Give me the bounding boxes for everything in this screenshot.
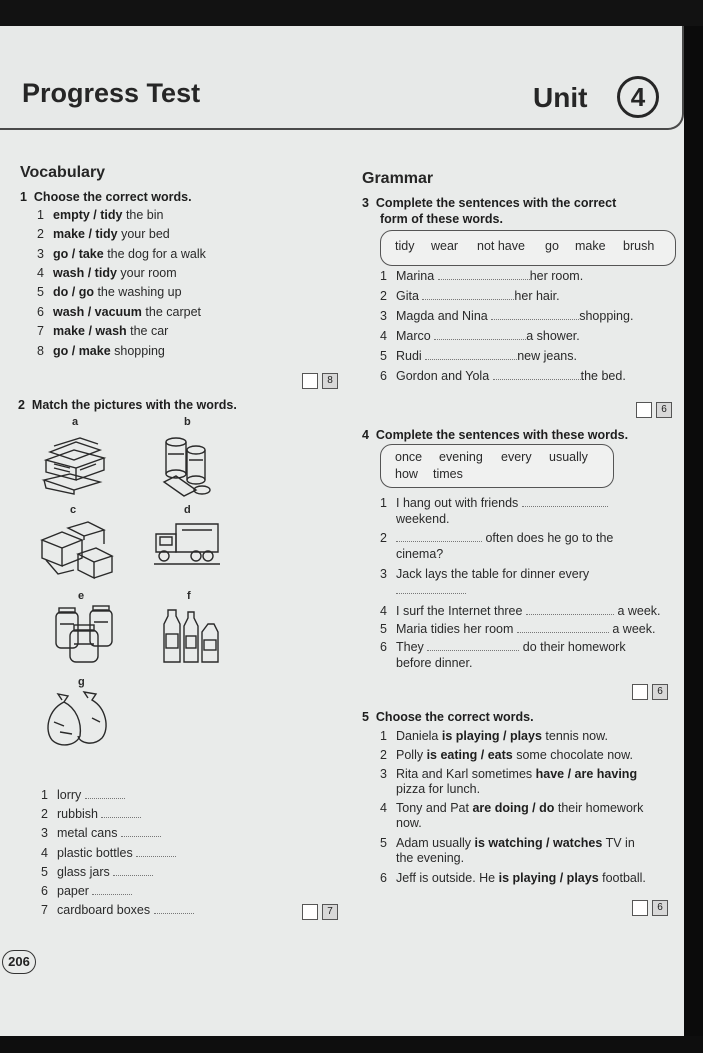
- score-input-box[interactable]: [632, 900, 648, 916]
- q4-item: 6 They do their homework: [380, 640, 626, 654]
- q1-score-box: [302, 373, 338, 389]
- q5-number: 5: [362, 710, 369, 724]
- word-option: brush: [623, 239, 655, 253]
- q3-item: 2 Gita her hair.: [380, 289, 560, 303]
- word-option: make: [575, 239, 606, 253]
- q2-item: 5 glass jars: [41, 865, 153, 879]
- page-title: Progress Test: [22, 78, 201, 108]
- word-option: usually: [549, 450, 588, 464]
- q2-item: 3 metal cans: [41, 826, 161, 840]
- q1-item: 5 do / go the washing up: [37, 285, 182, 299]
- score-input-box[interactable]: [632, 684, 648, 700]
- word-option: evening: [439, 450, 483, 464]
- q2-instruction: Match the pictures with the words.: [31, 398, 237, 412]
- score-max: 8: [322, 373, 338, 389]
- word-option: wear: [431, 239, 459, 253]
- word-option: every: [501, 450, 532, 464]
- q5-item: 3 Rita and Karl sometimes have / are having: [380, 767, 638, 781]
- q4-item-line2: weekend.: [396, 512, 450, 526]
- page-number: 206: [2, 950, 36, 974]
- q1-heading: [20, 190, 192, 204]
- q4-item-line2: cinema?: [396, 547, 444, 561]
- q2-item: 1 lorry: [41, 788, 125, 802]
- q4-score-box: [632, 684, 668, 700]
- q1-item: 8 go / make shopping: [37, 344, 165, 358]
- q1-number: 1: [20, 190, 27, 204]
- q1-item: 1 empty / tidy the bin: [37, 208, 164, 222]
- q5-item: 6 Jeff is outside. He is playing / plays football.: [380, 871, 646, 885]
- q1-item: 3 go / take the dog for a walk: [37, 247, 206, 261]
- score-input-box[interactable]: [302, 373, 318, 389]
- vocabulary-heading: Vocabulary: [20, 164, 106, 181]
- q3-word-box: [380, 230, 676, 266]
- q4-number: 4: [362, 428, 369, 442]
- q4-instruction: Complete the sentences with these words.: [375, 428, 629, 442]
- q5-item: 4 Tony and Pat are doing / do their homework: [380, 801, 644, 815]
- q5-item: 1 Daniela is playing / plays tennis now.: [380, 729, 608, 743]
- q5-item-line2: pizza for lunch.: [396, 782, 481, 796]
- lorry-picture: [152, 520, 222, 568]
- q5-item-line2: now.: [396, 816, 422, 830]
- rubbish-bags-picture: [42, 690, 112, 748]
- header: [0, 26, 684, 130]
- q4-item-line2: [396, 583, 466, 597]
- q2-score-box: [302, 904, 338, 920]
- q5-instruction: Choose the correct words.: [375, 710, 534, 724]
- q3-instruction-line2: form of these words.: [380, 212, 503, 226]
- q5-item-line2: the evening.: [396, 851, 465, 865]
- q3-number: 3: [362, 196, 369, 210]
- q3-instruction: Complete the sentences with the correct: [375, 196, 617, 210]
- q2-item: 7 cardboard boxes: [41, 903, 194, 917]
- q3-item: 1 Marina her room.: [380, 269, 584, 283]
- q3-item: 6 Gordon and Yola the bed.: [380, 369, 626, 383]
- q2-item: 6 paper: [41, 884, 132, 898]
- score-input-box[interactable]: [636, 402, 652, 418]
- word-option: tidy: [395, 239, 415, 253]
- picture-label: g: [78, 676, 85, 688]
- word-option: go: [545, 239, 559, 253]
- score-max: 6: [652, 900, 668, 916]
- picture-label: a: [72, 416, 79, 428]
- q3-item: 4 Marco a shower.: [380, 329, 580, 343]
- q4-item: 3 Jack lays the table for dinner every: [380, 567, 590, 581]
- picture-label: f: [187, 590, 191, 602]
- q3-heading: [362, 196, 616, 210]
- q1-item: 6 wash / vacuum the carpet: [37, 305, 202, 319]
- q4-heading: [362, 428, 628, 442]
- cardboard-boxes-picture: [38, 518, 114, 580]
- word-option: once: [395, 450, 423, 464]
- plastic-bottles-picture: [158, 604, 224, 666]
- cans-picture: [156, 430, 216, 498]
- q4-word-box: [380, 444, 614, 488]
- q3-score-box: [636, 402, 672, 418]
- score-input-box[interactable]: [302, 904, 318, 920]
- q4-item: 4 I surf the Internet three a week.: [380, 604, 661, 618]
- q1-item: 4 wash / tidy your room: [37, 266, 177, 280]
- q2-heading: [18, 398, 237, 412]
- word-option: how: [395, 467, 418, 481]
- unit-number-badge: 4: [617, 76, 659, 118]
- picture-label: c: [70, 504, 77, 516]
- q5-item: 5 Adam usually is watching / watches TV in: [380, 836, 635, 850]
- q5-heading: [362, 710, 534, 724]
- q1-item: 2 make / tidy your bed: [37, 227, 170, 241]
- q2-number: 2: [18, 398, 25, 412]
- worksheet-page: [0, 26, 684, 1036]
- q5-item: 2 Polly is eating / eats some chocolate now.: [380, 748, 633, 762]
- q3-item: 3 Magda and Nina shopping.: [380, 309, 634, 323]
- score-max: 6: [652, 684, 668, 700]
- newspapers-picture: [40, 430, 110, 496]
- q5-score-box: [632, 900, 668, 916]
- q2-item: 2 rubbish: [41, 807, 141, 821]
- background-surface: [0, 1036, 703, 1053]
- unit-label: Unit: [533, 82, 588, 113]
- q2-item: 4 plastic bottles: [41, 846, 176, 860]
- q1-instruction: Choose the correct words.: [33, 190, 192, 204]
- grammar-heading: Grammar: [362, 170, 434, 187]
- q1-item: 7 make / wash the car: [37, 324, 169, 338]
- glass-jars-picture: [50, 604, 118, 666]
- q4-item: 5 Maria tidies her room a week.: [380, 622, 656, 636]
- picture-label: d: [184, 504, 191, 516]
- picture-label: b: [184, 416, 191, 428]
- q4-item-line2: before dinner.: [396, 656, 473, 670]
- page-edge-shadow: [684, 26, 703, 1036]
- q4-item: 2 often does he go to the: [380, 531, 614, 545]
- score-max: 6: [656, 402, 672, 418]
- q4-item: 1 I hang out with friends: [380, 496, 608, 510]
- word-option: not have: [477, 239, 525, 253]
- word-option: times: [433, 467, 463, 481]
- picture-label: e: [78, 590, 85, 602]
- score-max: 7: [322, 904, 338, 920]
- q3-item: 5 Rudi new jeans.: [380, 349, 577, 363]
